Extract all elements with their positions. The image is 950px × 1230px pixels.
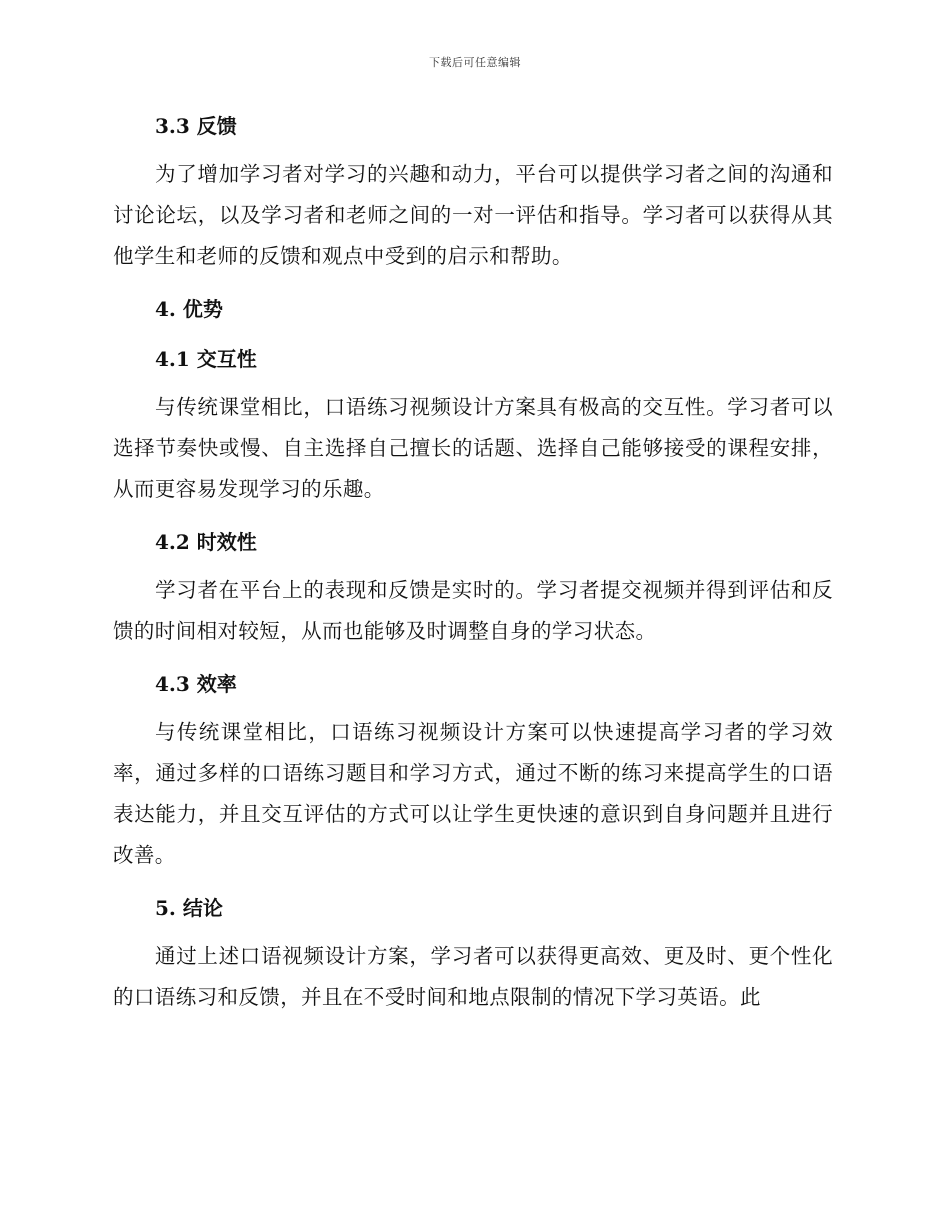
section-heading-4-1: 4.1 交互性 [155,347,257,371]
section-heading-4-3: 4.3 效率 [155,672,237,696]
section-paragraph-5: 通过上述口语视频设计方案，学习者可以获得更高效、更及时、更个性化的口语练习和反馈，并且在不受时间和地点限制的情况下学习英语。此 [113,944,833,1009]
page-header: 下载后可任意编辑 [429,56,521,69]
section-heading-5: 5. 结论 [155,896,223,920]
document-body [113,108,833,1018]
section-paragraph-4-2: 学习者在平台上的表现和反馈是实时的。学习者提交视频并得到评估和反馈的时间相对较短，从而也能够及时调整自身的学习状态。 [113,578,833,643]
section-heading-4: 4. 优势 [155,297,223,321]
section-paragraph-4-3: 与传统课堂相比，口语练习视频设计方案可以快速提高学习者的学习效率，通过多样的口语练习题目和学习方式，通过不断的练习来提高学生的口语表达能力，并且交互评估的方式可以让学生更快速的意识到自身问题并且进行改善。 [113,720,833,867]
section-heading-4-2: 4.2 时效性 [155,530,257,554]
section-paragraph-4-1: 与传统课堂相比，口语练习视频设计方案具有极高的交互性。学习者可以选择节奏快或慢、自主选择自己擅长的话题、选择自己能够接受的课程安排，从而更容易发现学习的乐趣。 [113,395,833,501]
section-heading-3-3: 3.3 反馈 [155,114,237,138]
section-paragraph-3-3: 为了增加学习者对学习的兴趣和动力，平台可以提供学习者之间的沟通和讨论论坛，以及学习者和老师之间的一对一评估和指导。学习者可以获得从其他学生和老师的反馈和观点中受到的启示和帮助。 [113,162,833,268]
